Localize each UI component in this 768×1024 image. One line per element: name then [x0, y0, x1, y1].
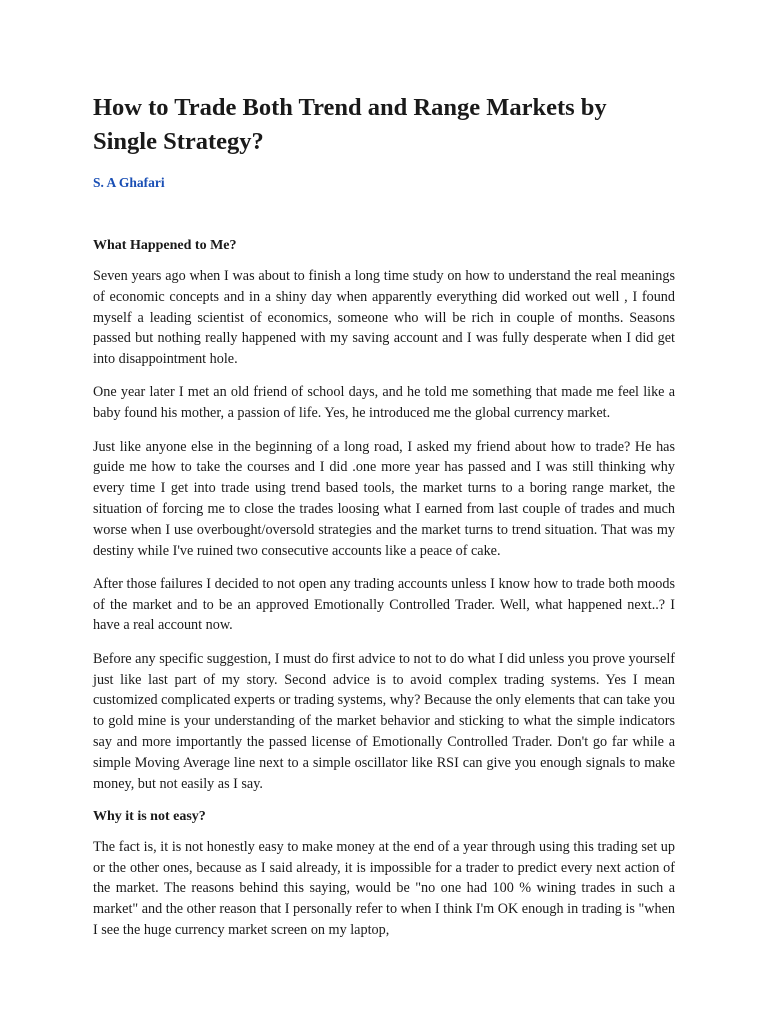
document-body: [93, 236, 675, 953]
paragraph: Before any specific suggestion, I must do first advice to not to do what I did unless you prove yourself just like last part of my story. Second advice is to avoid complex trading systems. Yes I mean customized complicated experts or trading systems, why? Because the only elements that can take you to gold mine is your understanding of the market behavior and sticking to what the simple indicators say and more importantly the passed license of Emotionally Controlled Trader. Don't go far while a simple Moving Average line next to a simple oscillator like RSI can give you enough signals to make money, but not easily as I say.: [93, 650, 675, 792]
paragraph: The fact is, it is not honestly easy to make money at the end of a year through using this trading set up or the other ones, because as I said already, it is impossible for a trader to predict every next action of the market. The reasons behind this saying, would be "no one had 100 % wining trades in such a market" and the other reason that I personally refer to when I think I'm OK enough in trading is "when I see the huge currency market screen on my laptop,: [93, 838, 675, 939]
section-heading: What Happened to Me?: [93, 238, 237, 253]
paragraph: One year later I met an old friend of school days, and he told me something that made me feel like a baby found his mother, a passion of life. Yes, he introduced me the global currency market.: [93, 384, 675, 422]
document-title: How to Trade Both Trend and Range Markets by Single Strategy?: [93, 94, 607, 155]
paragraph: Seven years ago when I was about to finish a long time study on how to understand the real meanings of economic concepts and in a shiny day when apparently everything did worked out well , I found myself a leading scientist of economics, someone who will be rich in couple of months. Seasons passed but nothing really happened with my saving account and I was fully desperate when I did get into disappointment hole.: [93, 268, 675, 368]
section-heading: Why it is not easy?: [93, 808, 206, 824]
paragraph: After those failures I decided to not open any trading accounts unless I know how to trade both moods of the market and to be an approved Emotionally Controlled Trader. Well, what happened next..? I have a real account now.: [93, 575, 675, 634]
author-name: S. A Ghafari: [93, 175, 165, 190]
paragraph: Just like anyone else in the beginning of a long road, I asked my friend about how to trade? He has guide me how to take the courses and I did .one more year has passed and I was still thinking why every time I get into trade using trend based tools, the market turns to a boring range market, the situation of forcing me to close the trades loosing what I earned from last couple of trades and much worse when I use overbought/oversold strategies and the market turns to trend situation. That was my destiny while I've ruined two consecutive accounts like a peace of cake.: [93, 438, 675, 559]
